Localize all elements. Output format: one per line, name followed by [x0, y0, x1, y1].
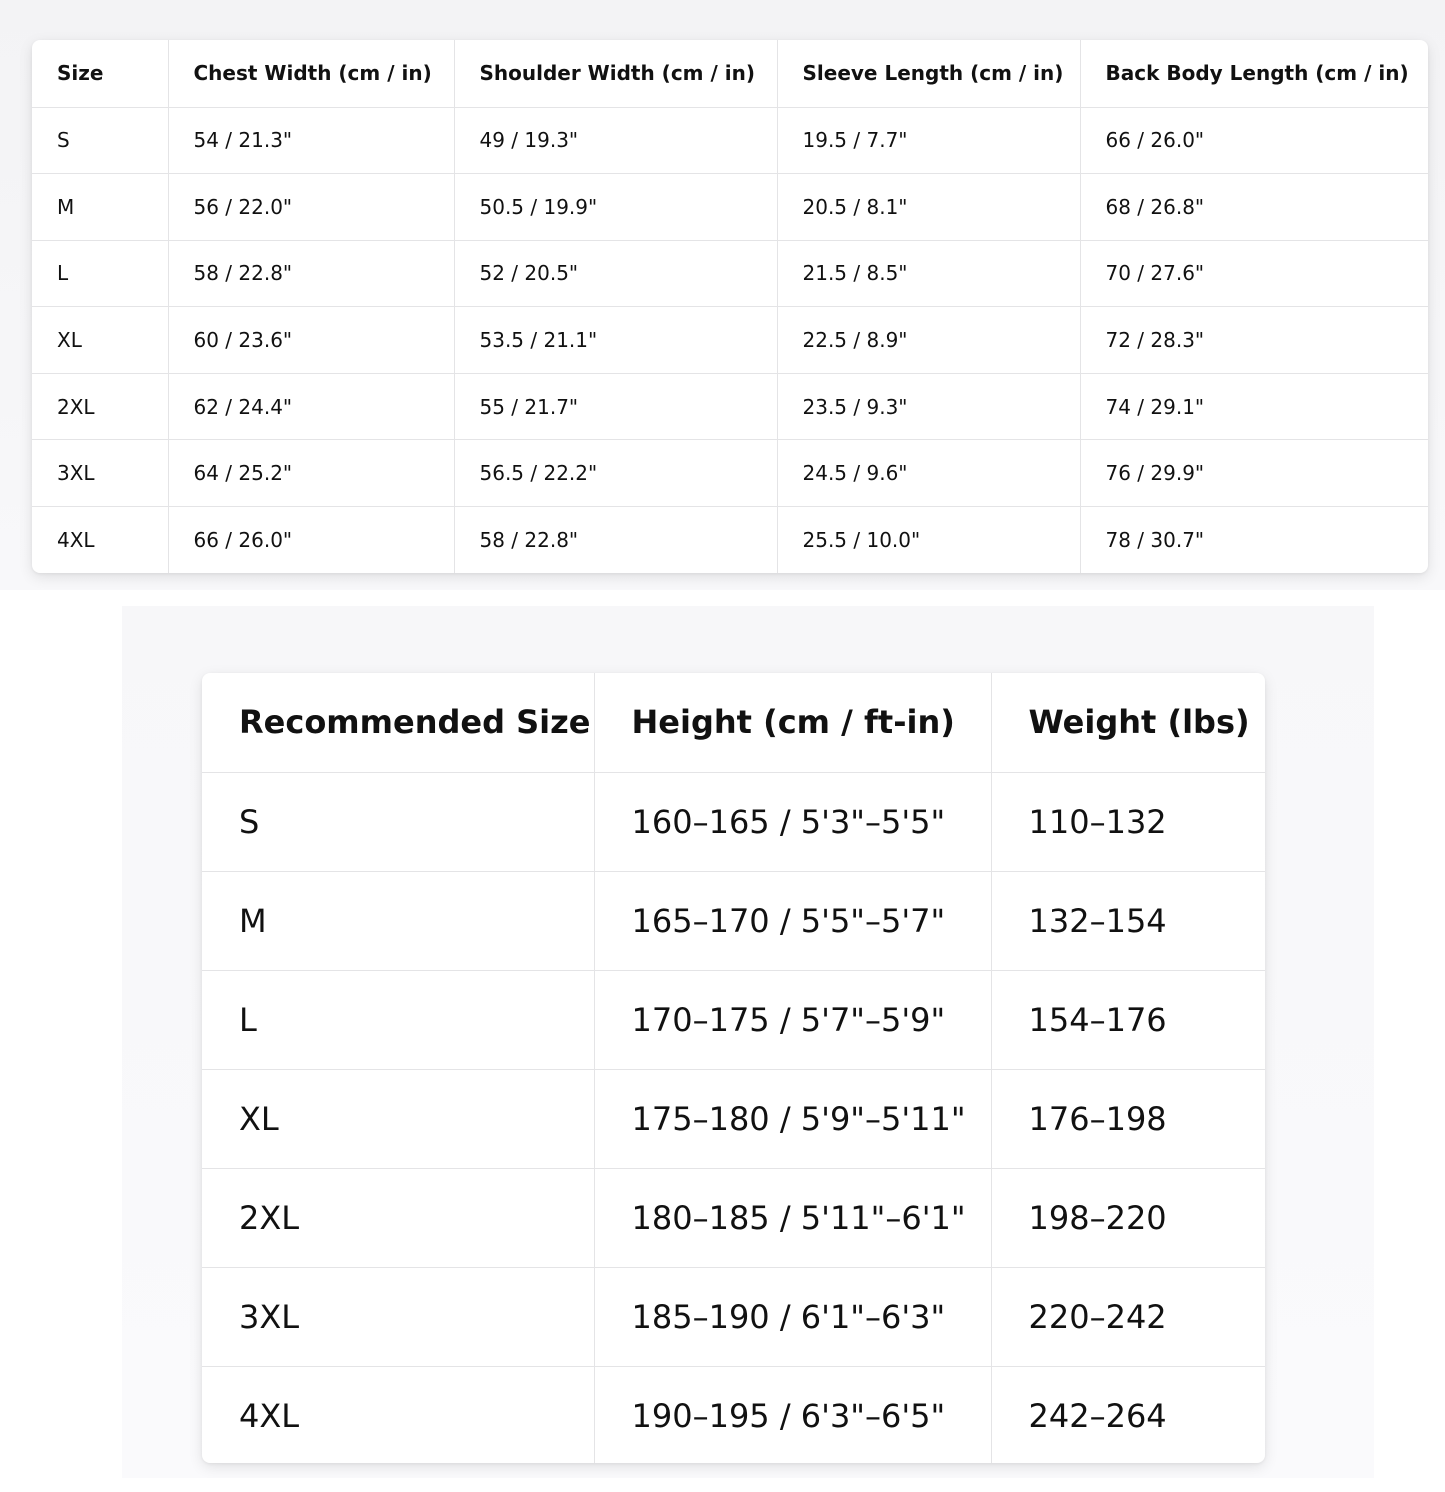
cell-weight: 220–242	[991, 1267, 1265, 1366]
cell-height: 165–170 / 5'5"–5'7"	[594, 871, 991, 970]
cell-weight: 132–154	[991, 871, 1265, 970]
recommendation-table	[202, 673, 1265, 1463]
cell-sleeve-length: 21.5 / 8.5"	[777, 240, 1080, 307]
cell-recommended-size: S	[202, 772, 594, 871]
cell-sleeve-length: 19.5 / 7.7"	[777, 107, 1080, 174]
cell-recommended-size: 2XL	[202, 1168, 594, 1267]
cell-chest-width: 64 / 25.2"	[168, 440, 454, 507]
measurements-table	[32, 40, 1428, 573]
cell-shoulder-width: 53.5 / 21.1"	[454, 307, 777, 374]
header-size: Size	[32, 40, 168, 107]
cell-height: 170–175 / 5'7"–5'9"	[594, 970, 991, 1069]
cell-size: M	[32, 174, 168, 241]
cell-recommended-size: XL	[202, 1069, 594, 1168]
cell-recommended-size: 4XL	[202, 1366, 594, 1463]
header-chest-width: Chest Width (cm / in)	[168, 40, 454, 107]
cell-height: 180–185 / 5'11"–6'1"	[594, 1168, 991, 1267]
cell-chest-width: 62 / 24.4"	[168, 373, 454, 440]
cell-size: S	[32, 107, 168, 174]
header-height: Height (cm / ft-in)	[594, 673, 991, 772]
cell-chest-width: 56 / 22.0"	[168, 174, 454, 241]
table-row	[202, 1366, 1265, 1463]
table-row	[202, 772, 1265, 871]
cell-sleeve-length: 23.5 / 9.3"	[777, 373, 1080, 440]
cell-size: XL	[32, 307, 168, 374]
header-recommended-size: Recommended Size	[202, 673, 594, 772]
cell-recommended-size: L	[202, 970, 594, 1069]
header-back-body-length: Back Body Length (cm / in)	[1080, 40, 1428, 107]
cell-chest-width: 58 / 22.8"	[168, 240, 454, 307]
cell-back-body-length: 66 / 26.0"	[1080, 107, 1428, 174]
table-row	[32, 174, 1428, 241]
recommendation-card	[202, 673, 1265, 1463]
cell-chest-width: 60 / 23.6"	[168, 307, 454, 374]
cell-weight: 110–132	[991, 772, 1265, 871]
header-sleeve-length: Sleeve Length (cm / in)	[777, 40, 1080, 107]
cell-size: 4XL	[32, 506, 168, 573]
table-row	[32, 307, 1428, 374]
table-row	[32, 440, 1428, 507]
cell-height: 160–165 / 5'3"–5'5"	[594, 772, 991, 871]
cell-back-body-length: 72 / 28.3"	[1080, 307, 1428, 374]
cell-sleeve-length: 25.5 / 10.0"	[777, 506, 1080, 573]
table-row	[32, 373, 1428, 440]
cell-chest-width: 54 / 21.3"	[168, 107, 454, 174]
cell-weight: 176–198	[991, 1069, 1265, 1168]
cell-sleeve-length: 20.5 / 8.1"	[777, 174, 1080, 241]
cell-weight: 198–220	[991, 1168, 1265, 1267]
cell-height: 185–190 / 6'1"–6'3"	[594, 1267, 991, 1366]
cell-back-body-length: 70 / 27.6"	[1080, 240, 1428, 307]
cell-weight: 242–264	[1028, 1396, 1167, 1435]
table-row	[32, 240, 1428, 307]
cell-recommended-size: 3XL	[202, 1267, 594, 1366]
table-row	[202, 1267, 1265, 1366]
cell-back-body-length: 74 / 29.1"	[1080, 373, 1428, 440]
cell-size: 2XL	[32, 373, 168, 440]
cell-weight: 154–176	[991, 970, 1265, 1069]
cell-height: 175–180 / 5'9"–5'11"	[594, 1069, 991, 1168]
cell-shoulder-width: 56.5 / 22.2"	[454, 440, 777, 507]
header-shoulder-width: Shoulder Width (cm / in)	[454, 40, 777, 107]
cell-recommended-size: M	[202, 871, 594, 970]
table-row	[32, 506, 1428, 573]
cell-sleeve-length: 22.5 / 8.9"	[777, 307, 1080, 374]
cell-size: L	[32, 240, 168, 307]
header-weight: Weight (lbs)	[991, 673, 1265, 772]
table-row	[202, 970, 1265, 1069]
cell-back-body-length: 78 / 30.7"	[1105, 527, 1205, 552]
table-row	[202, 1168, 1265, 1267]
cell-back-body-length: 76 / 29.9"	[1080, 440, 1428, 507]
table-header-row	[32, 40, 1428, 107]
table-header-row	[202, 673, 1265, 772]
recommendation-panel	[122, 606, 1374, 1478]
table-row	[202, 871, 1265, 970]
measurements-card	[32, 40, 1428, 573]
cell-back-body-length: 68 / 26.8"	[1080, 174, 1428, 241]
cell-sleeve-length: 24.5 / 9.6"	[777, 440, 1080, 507]
cell-shoulder-width: 50.5 / 19.9"	[454, 174, 777, 241]
cell-shoulder-width: 52 / 20.5"	[454, 240, 777, 307]
cell-shoulder-width: 55 / 21.7"	[454, 373, 777, 440]
table-row	[32, 107, 1428, 174]
cell-height: 190–195 / 6'3"–6'5"	[594, 1366, 991, 1463]
cell-size: 3XL	[32, 440, 168, 507]
cell-chest-width: 66 / 26.0"	[168, 506, 454, 573]
cell-shoulder-width: 49 / 19.3"	[454, 107, 777, 174]
table-row	[202, 1069, 1265, 1168]
measurements-panel	[0, 0, 1445, 590]
cell-shoulder-width: 58 / 22.8"	[454, 506, 777, 573]
